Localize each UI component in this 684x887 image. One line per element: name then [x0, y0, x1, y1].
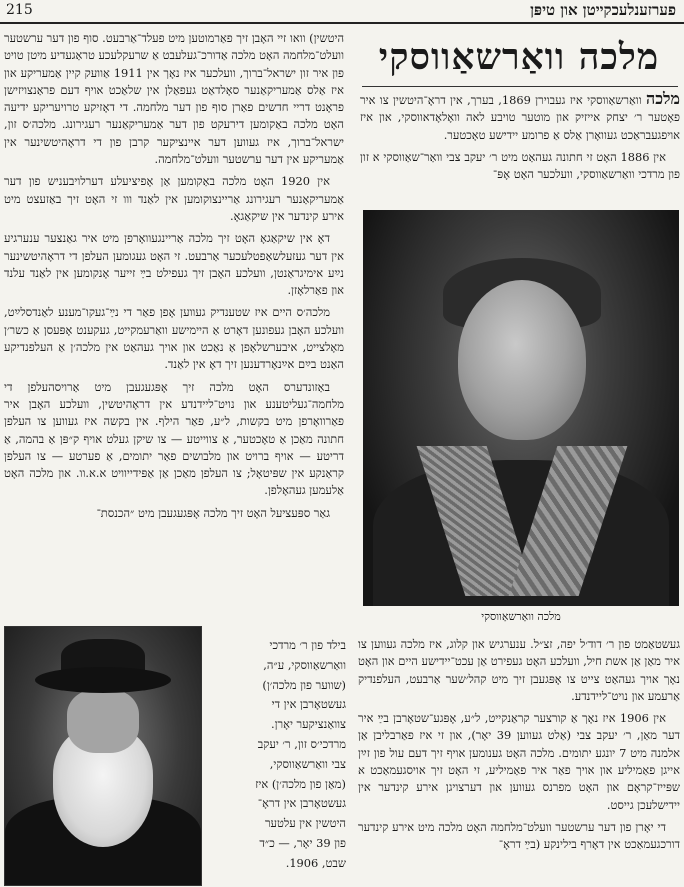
caption-line: מרדכי׳ס זון, ר׳ יעקב — [257, 736, 346, 751]
elder-photo-caption — [206, 636, 346, 884]
caption-line: פון 39 יאָר, — כ״ד — [259, 835, 346, 850]
caption-line: בילד פון ר׳ מרדכי — [269, 638, 346, 652]
caption-line: (שווער פון מלכה׳ן) — [262, 677, 346, 692]
right-bottom-text — [358, 636, 680, 884]
paragraph: געשטאַמט פון ר׳ דוד׳ל יפה, זצ״ל. ענערגיש און קלוג, איז מלכה געווען צו איר מאַן אַן אשת חיל, וועלכע האָט געפירט אַן עכט־יידישע היים און האָט נאָך אויך געהאַט צייט צו אָפּגעבן זיך מיט קהל׳שער אַרבעט, העלפנדיק אַרעמע און נויט־ליידנדע. — [358, 637, 680, 703]
caption-line: היטשין אין עלטער — [264, 816, 346, 831]
intro-paragraph-2: אין 1886 האָט זי חתונה געהאַט מיט ר׳ יעקב צבי וואַר־שאַווסקי א זון פון מרדכי וואַרשאַווסקי, וועלכער האָט אָפּ־ — [360, 149, 680, 182]
running-title: פערזענלעכקייטן און טיפּן — [530, 1, 676, 19]
elder-face — [67, 689, 139, 753]
caption-line: שבט, 1906. — [285, 855, 346, 870]
intro-paragraph-1 — [360, 90, 680, 144]
paragraph: היטשין) וואו זיי האָבן זיך פאַרמוטען מיט פעלד־אַרבעט. סוף פון דער ערשטער וועלט־מלחמה האָט מלכה אַדורכ־געלעבט אַ שרעקלעכע טראַגעדיע מיטן טויט פון איר זון ישראל־ברוך, וועלכער איז נאָך אין 1911 אַוועק קיין אַמעריקע און איז אַלס אַמעריקאַנער סאָלדאַט געפאַלן אין שלאַכט אויף דעם פראַנצויזישן פראָנט דריי חדשים פאַרן סוף פון דער מלחמה. די דאָזיקע טרויעריקע ידיעה האָט מלכה באַקומען דירעקט פון דער אַמעריקאַנער רעגירונג. מלכה׳ס זון, ישראל־ברוך, איז געווען דער איינציקער קרבן פון די דראָהיטשינער אין אַמעריקע אין דער ערשטער וועלט־מלחמה. — [4, 31, 344, 167]
paragraph: דאָ אין שיקאַגאָ האָט זיך מלכה אַריינגעוואָרפן מיט איר גאַנצער ענערגיע אין דער געזעלשאַפטלעכער אַרבעט. זי האָט געגומען העלפן די דראָהיטשינער נײַע אימיגראַנטן, וועלכע האָבן זיך געפילט בײַ זייער אָנקומען אין לאַנד עלנד און פאַרלאָזן. — [4, 231, 344, 298]
portrait-caption: מלכה וואַרשאַווסקי — [481, 610, 561, 623]
paragraph: מלכה׳ס היים איז שטענדיק געווען אָפן פאַר די נײַ־געקו־מענע לאַנדסלײַט, וועלכע האָבן געפונען דאָרט אַ היימישע וואַרעמקייט, געקענט אָפּעסן אַ כשר׳ן מאָלצייט, איבערשלאָפן אַ נאַכט און אויך געהאַט אין מלכה׳ן אַ העלפנדיקע האַנט בײַם אײַנאָרדענען זיך דאָ אין לאַנד. — [4, 305, 344, 372]
elder-hat-brim — [35, 667, 171, 693]
caption-line: געשטאָרבן אין די — [271, 697, 346, 712]
paragraph: די יאָרן פון דער ערשטער וועלט־מלחמה האָט מלכה מיט אירע קינדער דורכגעמאַכט אין דאָרף בילינקע (בײַ דראָ־ — [358, 819, 680, 852]
title-divider — [362, 86, 678, 87]
paragraph: אין 1920 האָט מלכה באַקומען אַן אָפיציעלע דערלויבעניש פון דער אַמעריקאַנער רעגירונג אַריינצוקומען אין לאַנד ווו זי האָט זיך באַזעצט מיט אירע קינדער אין שיקאַגאָ. — [4, 174, 344, 223]
portrait-photo — [363, 210, 679, 606]
paragraph: באַזונדערס האָט מלכה זיך אָפּגעגעבן מיט אַרויסהעלפן די מלחמה־געליטענע און נויט־ליידנדע אין דראָהיטשין, וועלכע האָבן איר פאַרוואָרפן מיט בקשות, ל״ע, פאַר הילף. אין בקשה איז געווען צו העלפן חתונה מאַכן אַ טאָכטער, אַ צווייטע — צו שיקן געלט אויף ק״פּן אַ בהמה, אַ דריטע — אויף ברויט און מלבושים פאַר יתומים, אַ פערטע — צו העלפן קראַנקע אין שפּיטאָל; צו העלפן מאַכן אַן אַפּידייוויט א.א.וו. און מלכה האָט אַלעמען געהאָלפן. — [4, 379, 344, 498]
intro-text-1: וואַרשאַווסקי איז געבוירן 1869, בערך, אין דראָ־היטשין צו איר פאָטער ר׳ יצחק אייזיק און מוטער טויבע לאה וואָלאָדאווסקי, און איז אויפגעבראַכט געוואָרן אַלס אַ פרומע יידישע טאָכטער. — [360, 93, 680, 142]
left-text-column — [4, 30, 344, 630]
caption-line: וואַרשאַווסקי, ע״ה, — [263, 657, 346, 672]
page-header — [0, 0, 684, 24]
intro-text — [360, 90, 680, 208]
caption-line: צבי וואַרשאַווסקי, — [269, 756, 346, 771]
paragraph: אין 1906 איז נאָך אַ קורצער קראַנקייט, ל״ע, אָפּגע־שטאָרבן בײַ איר דער מאַן, ר׳ יעקב צבי (אַלט געווען 39 יאָר), און זי איז פאַרבליבן אַן אלמנה מיט 7 יונגע יתומים. מלכה האָט גענומען אויף זיך דעם עול פון זײַן אייגן פאַמיליע און אויך פאַר איר פאַמיליע, זי האָט זיך אויסגעמאַכט א שפּייז־קראָם און האָט מפרנס געווען און דערצויגן אירע קינדער אין יידישלעכן גייסט. — [358, 711, 680, 812]
article-title: מלכה וואַרשאַווסקי — [378, 36, 660, 78]
page-number: 215 — [6, 2, 33, 18]
portrait-face — [458, 280, 586, 440]
elder-photo — [4, 626, 202, 886]
paragraph: גאַר ספּעציעל האָט זיך מלכה אָפּגעגעבן מיט ״הכנסת־ — [96, 505, 330, 520]
caption-line: געשטאָרבן אין דראָ־ — [257, 796, 346, 811]
caption-line: צוואַנציקער יאָרן. — [271, 717, 346, 732]
caption-line: (מאַן פון מלכה׳ן) איז — [255, 776, 346, 791]
lead-word: מלכה — [646, 89, 680, 108]
